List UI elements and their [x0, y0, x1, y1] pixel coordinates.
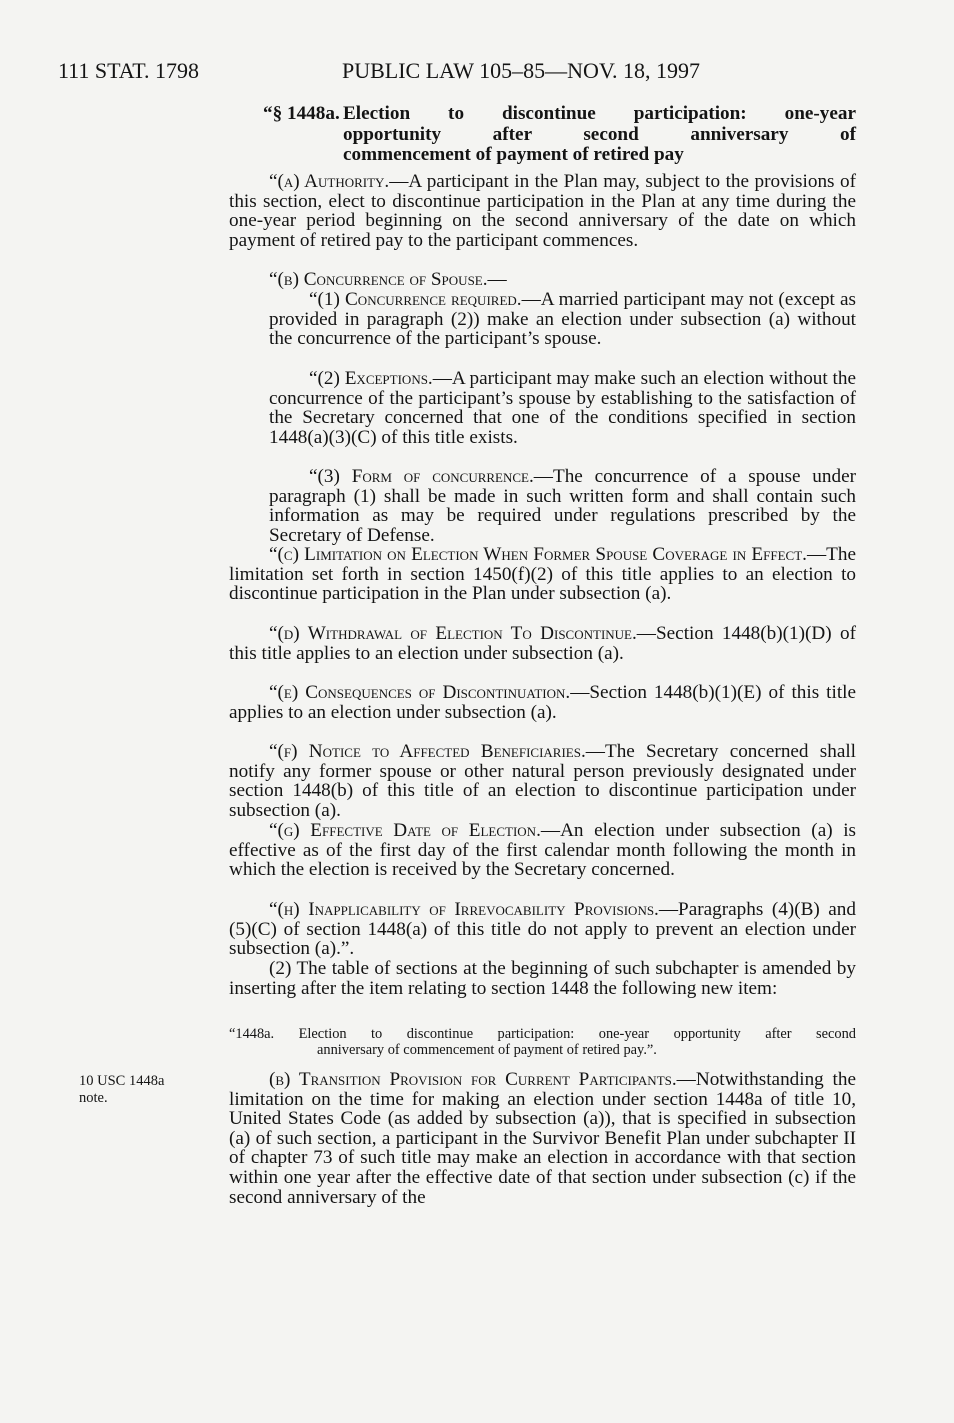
subsection-b [229, 270, 856, 290]
paragraph-b2-text: —A participant may make such an election without the concurrence of the participant’s spouse by establishing to the satisfaction of the Secretary concerned that one of the conditions specified in section 1448(a)(3)(C) of this title exists. [269, 368, 856, 448]
paragraph-b3 [269, 467, 856, 545]
subsection-h-heading: “(h) Inapplicability of Irrevocability Provisions. [269, 899, 659, 920]
subsection-h-text: —Paragraphs (4)(B) and (5)(C) of section 1448(a) of this title do not apply to prevent an election under subsection (a).”. [229, 899, 856, 960]
section-title-line-2: opportunity after second anniversary of [343, 123, 856, 145]
margin-note-line-1: 10 USC 1448a [79, 1073, 165, 1089]
subsection-h [229, 900, 856, 959]
subsection-b-text: — [487, 269, 507, 290]
new-table-item-line-1: “1448a. Election to discontinue participation: one-year opportunity after second [229, 1026, 856, 1042]
new-table-item [229, 1026, 856, 1058]
paragraph-b1-heading: “(1) Concurrence required. [309, 289, 522, 310]
subsection-e [229, 683, 856, 722]
amendment-text: (2) The table of sections at the beginning of such subchapter is amended by inserting after the item relating to section 1448 the following new item: [229, 958, 856, 999]
new-table-item-line-2: anniversary of commencement of payment of retired pay.”. [317, 1042, 657, 1058]
subsection-f-text: —The Secretary concerned shall notify any former spouse or other natural person previously designated under section 1448(b) of this title of an election to discontinue participation under subsection (a). [229, 741, 856, 821]
margin-note-line-2: note. [79, 1090, 108, 1106]
subsection-e-heading: “(e) Consequences of Discontinuation. [269, 682, 571, 703]
subsection-g-text: —An election under subsection (a) is effective as of the first day of the first calendar month following the month in which the election is received by the Secretary concerned. [229, 820, 856, 881]
section-title-line-1: Election to discontinue participation: one-year [343, 103, 856, 124]
subsection-d-text: —Section 1448(b)(1)(D) of this title applies to an election under subsection (a). [229, 623, 856, 664]
subsection-f [229, 742, 856, 820]
amendment-paragraph [229, 959, 856, 998]
subsection-c-heading: “(c) Limitation on Election When Former Spouse Coverage in Effect. [269, 544, 807, 565]
statute-page-ref: 111 STAT. 1798 [58, 58, 200, 83]
subsection-c [229, 545, 856, 604]
subsection-a-text: —A participant in the Plan may, subject to the provisions of this section, elect to discontinue participation in the Plan at any time during the one-year period beginning on the second anniversary of the date on which payment of retired pay to the participant commences. [229, 171, 856, 251]
transition-provision-text: —Notwithstanding the limitation on the time for making an election under section 1448a of title 10, United States Code (as added by subsection (a)), that is specified in subsection (a) of such section, a participant in the Survivor Benefit Plan under subchapter II of chapter 73 of such title may make an election in accordance with that section within one year after the effective date of that section under subsection (c) if the second anniversary of the [229, 1069, 856, 1208]
section-number: “§ 1448a. [263, 103, 340, 124]
subsection-a-heading: “(a) Authority. [269, 171, 390, 192]
subsection-b-heading: “(b) Concurrence of Spouse. [269, 269, 488, 290]
subsection-c-text: —The limitation set forth in section 1450(f)(2) of this title applies to an election to discontinue participation in the Plan under subsection (a). [229, 544, 856, 605]
subsection-d [229, 624, 856, 663]
margin-note [79, 1073, 164, 1107]
subsection-e-text: —Section 1448(b)(1)(E) of this title applies to an election under subsection (a). [229, 682, 856, 723]
public-law-ref: PUBLIC LAW 105–85—NOV. 18, 1997 [342, 58, 700, 83]
subsection-f-heading: “(f) Notice to Affected Beneficiaries. [269, 741, 586, 762]
subsection-a [229, 172, 856, 250]
paragraph-b1-text: —A married participant may not (except as provided in paragraph (2)) make an election under subsection (a) without the concurrence of the participant’s spouse. [269, 289, 856, 350]
paragraph-b1 [269, 290, 856, 349]
paragraph-b3-heading: “(3) Form of concurrence. [309, 466, 534, 487]
subsection-d-heading: “(d) Withdrawal of Election To Discontinue. [269, 623, 637, 644]
transition-provision-heading: (b) Transition Provision for Current Participants. [269, 1069, 677, 1090]
subsection-g [229, 821, 856, 880]
section-heading [263, 104, 856, 166]
paragraph-b2 [269, 369, 856, 447]
paragraph-b3-text: —The concurrence of a spouse under paragraph (1) shall be made in such written form and shall contain such information as may be required under regulations prescribed by the Secretary of Defense. [269, 466, 856, 546]
section-title-line-3: commencement of payment of retired pay [343, 144, 684, 165]
transition-provision [229, 1070, 856, 1207]
paragraph-b2-heading: “(2) Exceptions. [309, 368, 433, 389]
subsection-g-heading: “(g) Effective Date of Election. [269, 820, 541, 841]
